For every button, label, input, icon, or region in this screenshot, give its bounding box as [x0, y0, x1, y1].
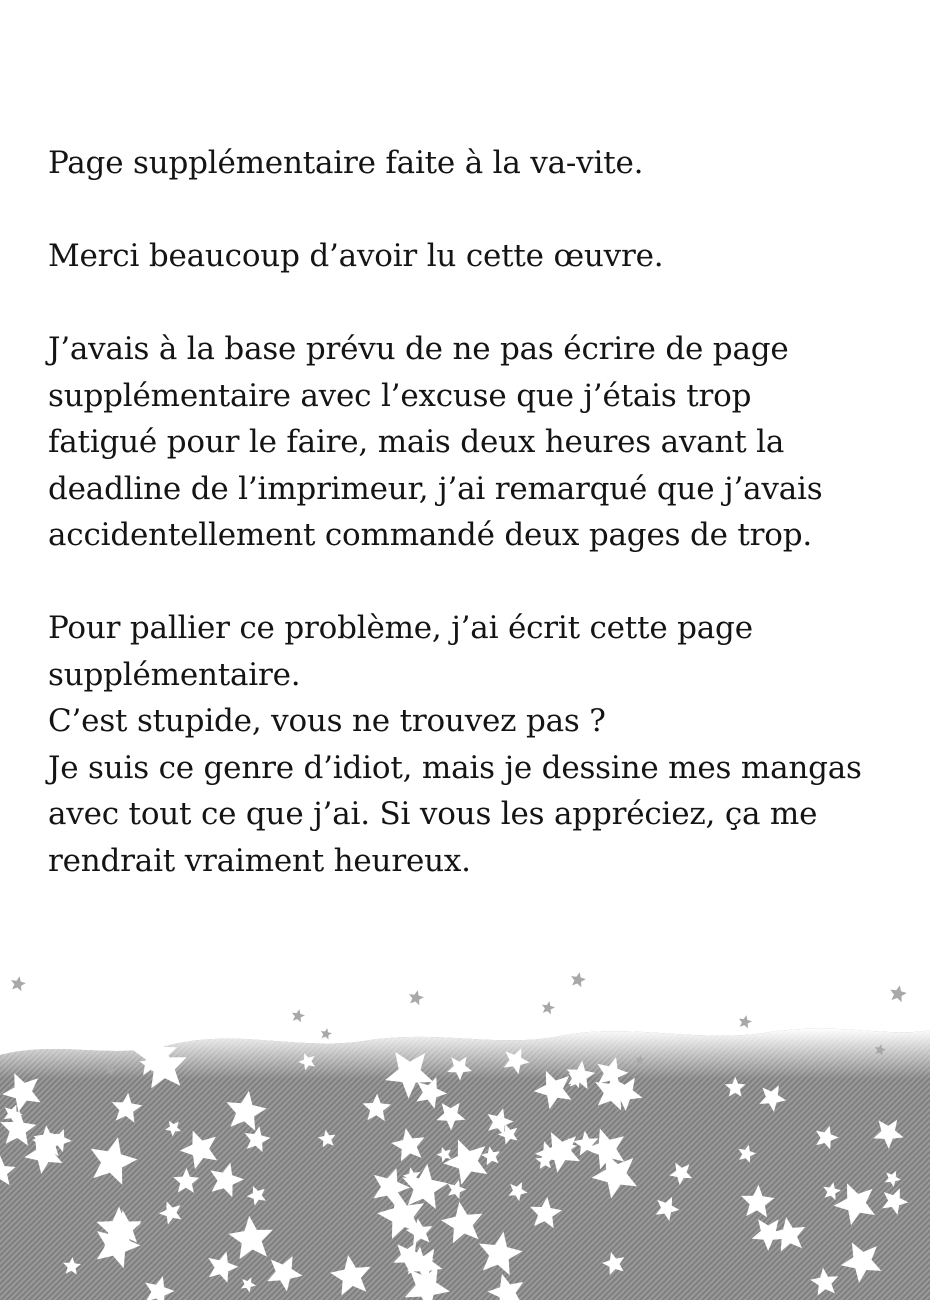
star-icon [321, 1028, 332, 1039]
text-line: Je suis ce genre d’idiot, mais je dessine mes mangas [48, 749, 862, 786]
paragraph-1 [48, 140, 908, 187]
text-line: J’avais à la base prévu de ne pas écrire de page [48, 331, 789, 367]
text-line: supplémentaire avec l’excuse que j’étais trop [48, 377, 752, 414]
text-line: Merci beaucoup d’avoir lu cette œuvre. [48, 238, 664, 274]
star-icon [542, 1001, 555, 1014]
text-line: Page supplémentaire faite à la va-vite. [48, 145, 644, 181]
text-line: Pour pallier ce problème, j’ai écrit cette page [48, 610, 753, 646]
afterword-text [48, 140, 908, 884]
text-line: avec tout ce que j’ai. Si vous les appréciez, ça me [48, 796, 818, 832]
star-field-decoration [0, 960, 930, 1300]
paragraph-4 [48, 605, 908, 884]
text-line: accidentellement commandé deux pages de trop. [48, 517, 813, 553]
text-line: rendrait vraiment heureux. [48, 842, 471, 879]
text-line: fatigué pour le faire, mais deux heures avant la [48, 424, 785, 460]
star-icon [11, 976, 26, 991]
text-line: deadline de l’imprimeur, j’ai remarqué que j’avais [48, 470, 823, 507]
star-icon [292, 1009, 305, 1022]
star-icon [890, 985, 907, 1002]
text-line: supplémentaire. [48, 656, 301, 693]
star-icon [409, 990, 424, 1005]
paragraph-3 [48, 326, 908, 559]
star-icon [739, 1015, 752, 1028]
paragraph-2 [48, 233, 908, 280]
star-icon [571, 972, 586, 987]
text-line: C’est stupide, vous ne trouvez pas ? [48, 703, 606, 739]
